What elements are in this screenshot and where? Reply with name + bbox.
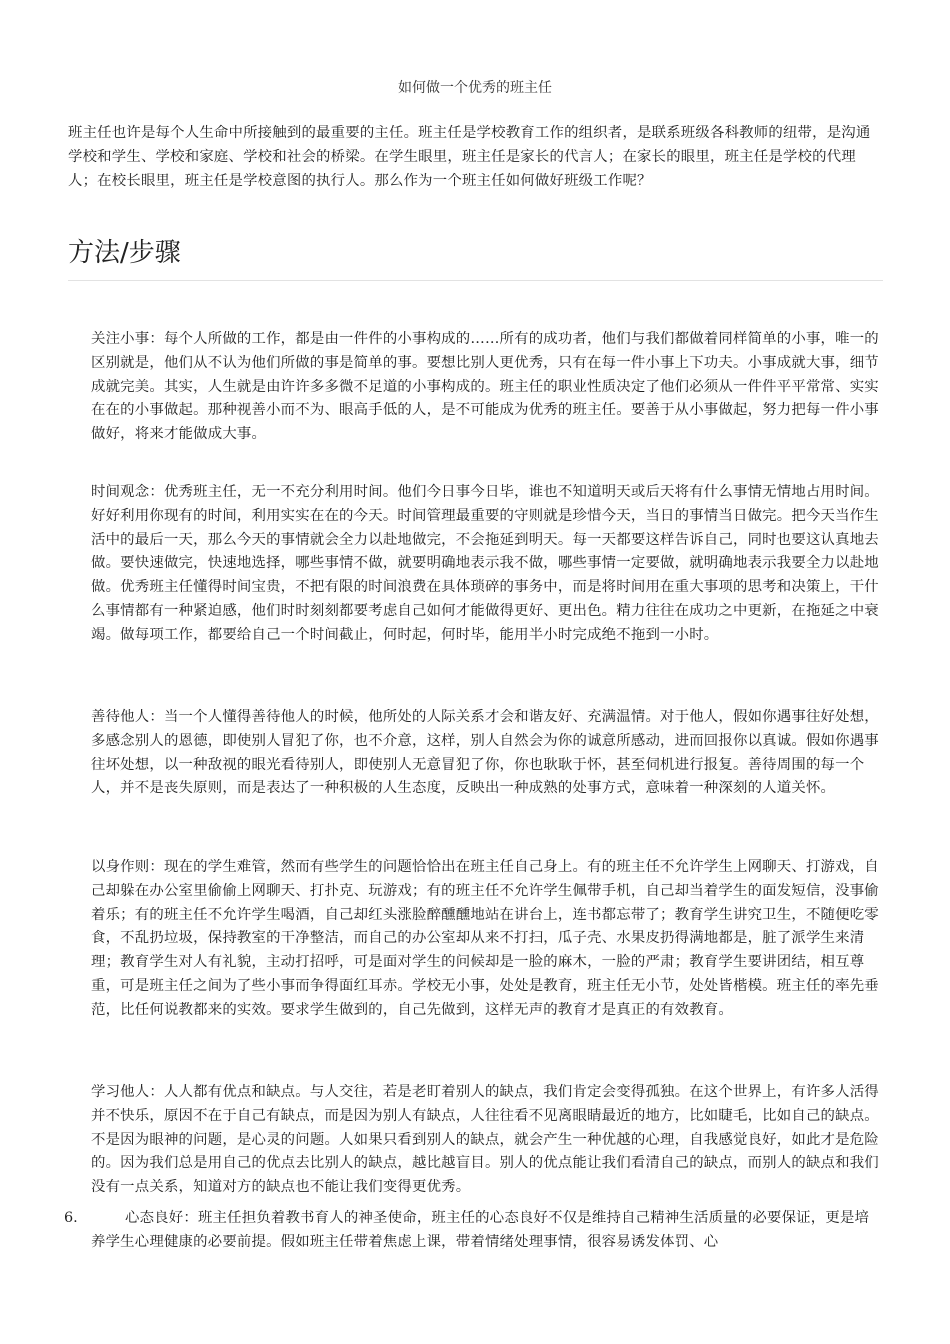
step-paragraph-3: 善待他人：当一个人懂得善待他人的时候，他所处的人际关系才会和谐友好、充满温情。对于他人，假如你遇事往好处想，多感念别人的恩德，即使别人冒犯了你，也不介意，这样，别人自然会为你的诚意所感动，进而回报你以真诚。假如你遇事往坏处想，以一种敌视的眼光看待别人，即使别人无意冒犯了你，你也耿耿于怀，甚至伺机进行报复。善待周围的每一个人，并不是丧失原则，而是表达了一种积极的人生态度，反映出一种成熟的处事方式，意味着一种深刻的人道关怀。 bbox=[91, 709, 879, 797]
step-paragraph-5: 学习他人：人人都有优点和缺点。与人交往，若是老盯着别人的缺点，我们肯定会变得孤独。在这个世界上，有许多人活得并不快乐，原因不在于自己有缺点，而是因为别人有缺点，人往往看不见离眼睛最近的地方，比如睫毛，比如自己的缺点。不是因为眼神的问题，是心灵的问题。人如果只看到别人的缺点，就会产生一种优越的心理，自我感觉良好，如此才是危险的。因为我们总是用自己的优点去比别人的缺点，越比越盲目。别人的优点能让我们看清自己的缺点，而别人的缺点和我们没有一点关系，知道对方的缺点也不能让我们变得更优秀。 bbox=[91, 1084, 879, 1196]
step-number-6: 6. bbox=[64, 1210, 78, 1226]
section-divider bbox=[68, 280, 883, 281]
step-paragraph-6: 心态良好：班主任担负着教书育人的神圣使命，班主任的心态良好不仅是维持自己精神生活质量的必要保证，更是培养学生心理健康的必要前提。假如班主任带着焦虑上课，带着情绪处理事情，很容易诱发体罚、心 bbox=[91, 1210, 870, 1250]
step-paragraph-4: 以身作则：现在的学生难管，然而有些学生的问题恰恰出在班主任自己身上。有的班主任不允许学生上网聊天、打游戏，自己却躲在办公室里偷偷上网聊天、打扑克、玩游戏；有的班主任不允许学生佩带手机，自己却当着学生的面发短信，没事偷着乐；有的班主任不允许学生喝酒，自己却红头涨脸醉醺醺地站在讲台上，连书都忘带了；教育学生讲究卫生，不随便吃零食，不乱扔垃圾，保持教室的干净整洁，而自己的办公室却从来不打扫，瓜子壳、水果皮扔得满地都是，脏了派学生来清理；教育学生对人有礼貌，主动打招呼，可是面对学生的问候却是一脸的麻木，一脸的严肃；教育学生要讲团结，相互尊重，可是班主任之间为了些小事而争得面红耳赤。学校无小事，处处是教育，班主任无小节，处处皆楷模。班主任的率先垂范，比任何说教都来的实效。要求学生做到的，自己先做到，这样无声的教育才是真正的有效教育。 bbox=[91, 859, 879, 1018]
step-paragraph-1: 关注小事：每个人所做的工作，都是由一件件的小事构成的……所有的成功者，他们与我们都做着同样简单的小事，唯一的区别就是，他们从不认为他们所做的事是简单的事。要想比别人更优秀，只有在每一件小事上下功夫。小事成就大事，细节成就完美。其实，人生就是由许许多多微不足道的小事构成的。班主任的职业性质决定了他们必须从一件件平平常常、实实在在的小事做起。那种视善小而不为、眼高手低的人，是不可能成为优秀的班主任。要善于从小事做起，努力把每一件小事做好，将来才能做成大事。 bbox=[91, 331, 879, 443]
step-paragraph-2: 时间观念：优秀班主任，无一不充分利用时间。他们今日事今日毕，谁也不知道明天或后天将有什么事情无情地占用时间。好好利用你现有的时间，利用实实在在的今天。时间管理最重要的守则就是珍惜今天，当日的事情当日做完。把今天当作生活中的最后一天，那么今天的事情就会全力以赴地做完，不会拖延到明天。每一天都要这样告诉自己，同时也要这认真地去做。要快速做完，快速地选择，哪些事情不做，就要明确地表示我不做，哪些事情一定要做，就明确地表示我要全力以赴地做。优秀班主任懂得时间宝贵，不把有限的时间浪费在具体琐碎的事务中，而是将时间用在重大事项的思考和决策上，干什么事情都有一种紧迫感，他们时时刻刻都要考虑自己如何才能做得更好、更出色。精力往往在成功之中更新，在拖延之中衰竭。做每项工作，都要给自己一个时间截止，何时起，何时毕，能用半小时完成绝不拖到一小时。 bbox=[91, 484, 879, 643]
section-heading: 方法/步骤 bbox=[68, 238, 181, 268]
document-title: 如何做一个优秀的班主任 bbox=[398, 80, 552, 96]
intro-paragraph: 班主任也许是每个人生命中所接触到的最重要的主任。班主任是学校教育工作的组织者，是联系班级各科教师的纽带，是沟通学校和学生、学校和家庭、学校和社会的桥梁。在学生眼里，班主任是家长的代言人；在家长的眼里，班主任是学校的代理人；在校长眼里，班主任是学校意图的执行人。那么作为一个班主任如何做好班级工作呢？ bbox=[68, 125, 871, 189]
